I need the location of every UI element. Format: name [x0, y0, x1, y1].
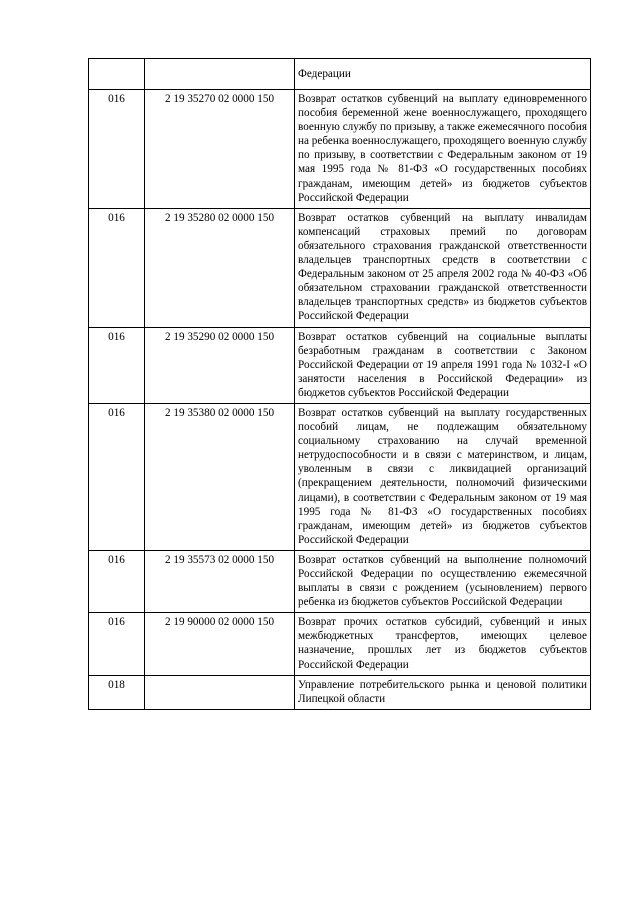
description-cell: Возврат остатков субвенций на выплату государственных пособий лицам, не подлежащим обязательному социальному страхованию на случай временной нетрудоспособности и в связи с материнством, и лицам, уволенным в связи с ликвидацией организаций (прекращением деятельности, полномочий физическими лицами), в соответствии с Федеральным законом от 19 мая 1995 года № 81-ФЗ «О государственных пособиях гражданам, имеющим детей» из бюджетов субъектов Российской Федерации: [295, 403, 591, 550]
admin-code-cell: [89, 59, 145, 90]
description-cell: Возврат остатков субвенций на социальные выплаты безработным гражданам в соответствии с Законом Российской Федерации от 19 апреля 1991 года № 1032-I «О занятости населения в Российской Федерации» из бюджетов субъектов Российской Федерации: [295, 327, 591, 403]
admin-code-cell: 016: [89, 90, 145, 209]
description-cell: Возврат остатков субвенций на выплату инвалидам компенсаций страховых премий по договорам обязательного страхования гражданской ответственности владельцев транспортных средств в соответствии с Федеральным законом от 25 апреля 2002 года № 40-ФЗ «Об обязательном страховании гражданской ответственности владельцев транспортных средств» из бюджетов субъектов Российской Федерации: [295, 208, 591, 327]
table-row: [89, 550, 591, 612]
budget-code-cell: 2 19 90000 02 0000 150: [145, 613, 295, 675]
budget-classification-table: [88, 58, 591, 710]
description-cell: Федерации: [295, 59, 591, 90]
description-cell: Возврат остатков субвенций на выплату единовременного пособия беременной жене военнослужащего, проходящего военную службу по призыву, а также ежемесячного пособия на ребенка военнослужащего, проходящего военную службу по призыву, в соответствии с Федеральным законом от 19 мая 1995 года № 81-ФЗ «О государственных пособиях гражданам, имеющим детей» из бюджетов субъектов Российской Федерации: [295, 90, 591, 209]
table-row: [89, 327, 591, 403]
table-row: [89, 675, 591, 709]
budget-code-cell: 2 19 35290 02 0000 150: [145, 327, 295, 403]
admin-code-cell: 016: [89, 550, 145, 612]
table-row: [89, 208, 591, 327]
budget-code-cell: 2 19 35573 02 0000 150: [145, 550, 295, 612]
admin-code-cell: 016: [89, 403, 145, 550]
description-cell: Управление потребительского рынка и ценовой политики Липецкой области: [295, 675, 591, 709]
budget-code-cell: [145, 675, 295, 709]
description-cell: Возврат остатков субвенций на выполнение полномочий Российской Федерации по осуществлению ежемесячной выплаты в связи с рождением (усыновлением) первого ребенка из бюджетов субъектов Российской Федерации: [295, 550, 591, 612]
description-cell: Возврат прочих остатков субсидий, субвенций и иных межбюджетных трансфертов, имеющих целевое назначение, прошлых лет из бюджетов субъектов Российской Федерации: [295, 613, 591, 675]
budget-code-cell: [145, 59, 295, 90]
admin-code-cell: 016: [89, 613, 145, 675]
table-row: [89, 613, 591, 675]
admin-code-cell: 016: [89, 208, 145, 327]
table-row: [89, 59, 591, 90]
table-row: [89, 403, 591, 550]
table-row: [89, 90, 591, 209]
admin-code-cell: 018: [89, 675, 145, 709]
budget-code-cell: 2 19 35280 02 0000 150: [145, 208, 295, 327]
admin-code-cell: 016: [89, 327, 145, 403]
budget-code-cell: 2 19 35380 02 0000 150: [145, 403, 295, 550]
budget-code-cell: 2 19 35270 02 0000 150: [145, 90, 295, 209]
